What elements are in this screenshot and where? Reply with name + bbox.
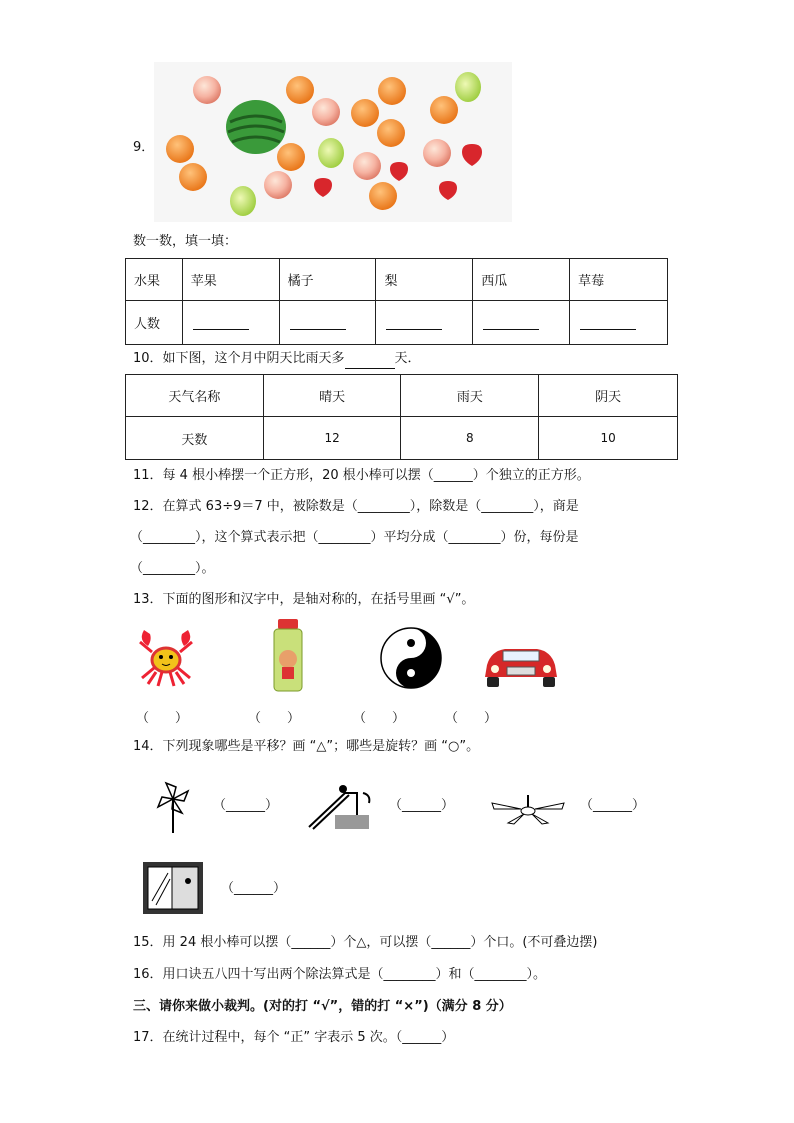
q12-line3: （________）。: [130, 561, 215, 576]
table-cell: 人数: [126, 301, 183, 345]
table-cell: 梨: [376, 259, 473, 301]
table-cell: 水果: [126, 259, 183, 301]
table-cell: 苹果: [182, 259, 279, 301]
q17-text: 17．在统计过程中，每个 “正” 字表示 5 次。（______）: [133, 1030, 455, 1045]
q14-text: 14．下列现象哪些是平移？画 “△”；哪些是旋转？画 “○”。: [133, 739, 480, 754]
fruit-illustration: [154, 62, 512, 222]
answer-blank[interactable]: [345, 355, 395, 369]
table-cell: 阴天: [539, 375, 678, 417]
table-cell: 雨天: [401, 375, 539, 417]
table-cell: 天气名称: [126, 375, 264, 417]
q11-text: 11．每 4 根小棒摆一个正方形，20 根小棒可以摆（______）个独立的正方形。: [133, 468, 590, 483]
answer-paren[interactable]: （______）: [213, 798, 279, 813]
answer-paren[interactable]: （______）: [580, 798, 646, 813]
answer-paren[interactable]: （______）: [221, 881, 287, 896]
q9-instruction: 数一数，填一填：: [133, 234, 238, 249]
q9-table: [125, 258, 668, 345]
crab-icon: [136, 622, 196, 688]
q10-text-before: 10．如下图，这个月中阴天比雨天多: [133, 351, 345, 366]
answer-blank[interactable]: [386, 316, 442, 330]
table-cell: 西瓜: [473, 259, 570, 301]
q10-text-after: 天．: [394, 351, 421, 366]
table-cell: 晴天: [263, 375, 401, 417]
q10-table: [125, 374, 678, 460]
sliding-window-icon: [142, 861, 204, 915]
q12-line1: 12．在算式 63÷9＝7 中，被除数是（________），除数是（________），商是: [133, 499, 579, 514]
answer-blank[interactable]: [483, 316, 539, 330]
answer-paren[interactable]: （ ）: [445, 711, 498, 726]
table-cell: 12: [263, 417, 401, 460]
slide-icon: [305, 779, 375, 833]
table-cell: 天数: [126, 417, 264, 460]
q13-text: 13．下面的图形和汉字中，是轴对称的，在括号里画 “√”。: [133, 592, 475, 607]
answer-paren[interactable]: （ ）: [136, 711, 189, 726]
answer-blank[interactable]: [580, 316, 636, 330]
answer-blank[interactable]: [290, 316, 346, 330]
table-cell: 10: [539, 417, 678, 460]
q9-number: 9．: [133, 140, 155, 155]
q12-line2: （________），这个算式表示把（________）平均分成（________）份，每份是: [130, 530, 579, 545]
thermos-icon: [268, 617, 308, 693]
answer-paren[interactable]: （ ）: [248, 711, 301, 726]
section-3-heading: 三、请你来做小裁判。(对的打 “√”，错的打 “×”)（满分 8 分）: [133, 999, 512, 1014]
ceiling-fan-icon: [486, 791, 570, 827]
q16-text: 16．用口诀五八四十写出两个除法算式是（________）和（________）。: [133, 967, 547, 982]
watermelon-icon: [226, 100, 286, 154]
car-icon: [481, 637, 561, 691]
table-cell: 橘子: [279, 259, 376, 301]
fruit-picture: [154, 62, 512, 222]
q10-text: [133, 349, 421, 369]
pinwheel-icon: [152, 779, 194, 835]
table-cell: 草莓: [570, 259, 668, 301]
answer-blank[interactable]: [193, 316, 249, 330]
q15-text: 15．用 24 根小棒可以摆（______）个△，可以摆（______）个口。(不可叠边摆): [133, 935, 598, 950]
yin-yang-icon: [380, 627, 442, 689]
table-cell: 8: [401, 417, 539, 460]
answer-paren[interactable]: （ ）: [353, 711, 406, 726]
answer-paren[interactable]: （______）: [389, 798, 455, 813]
